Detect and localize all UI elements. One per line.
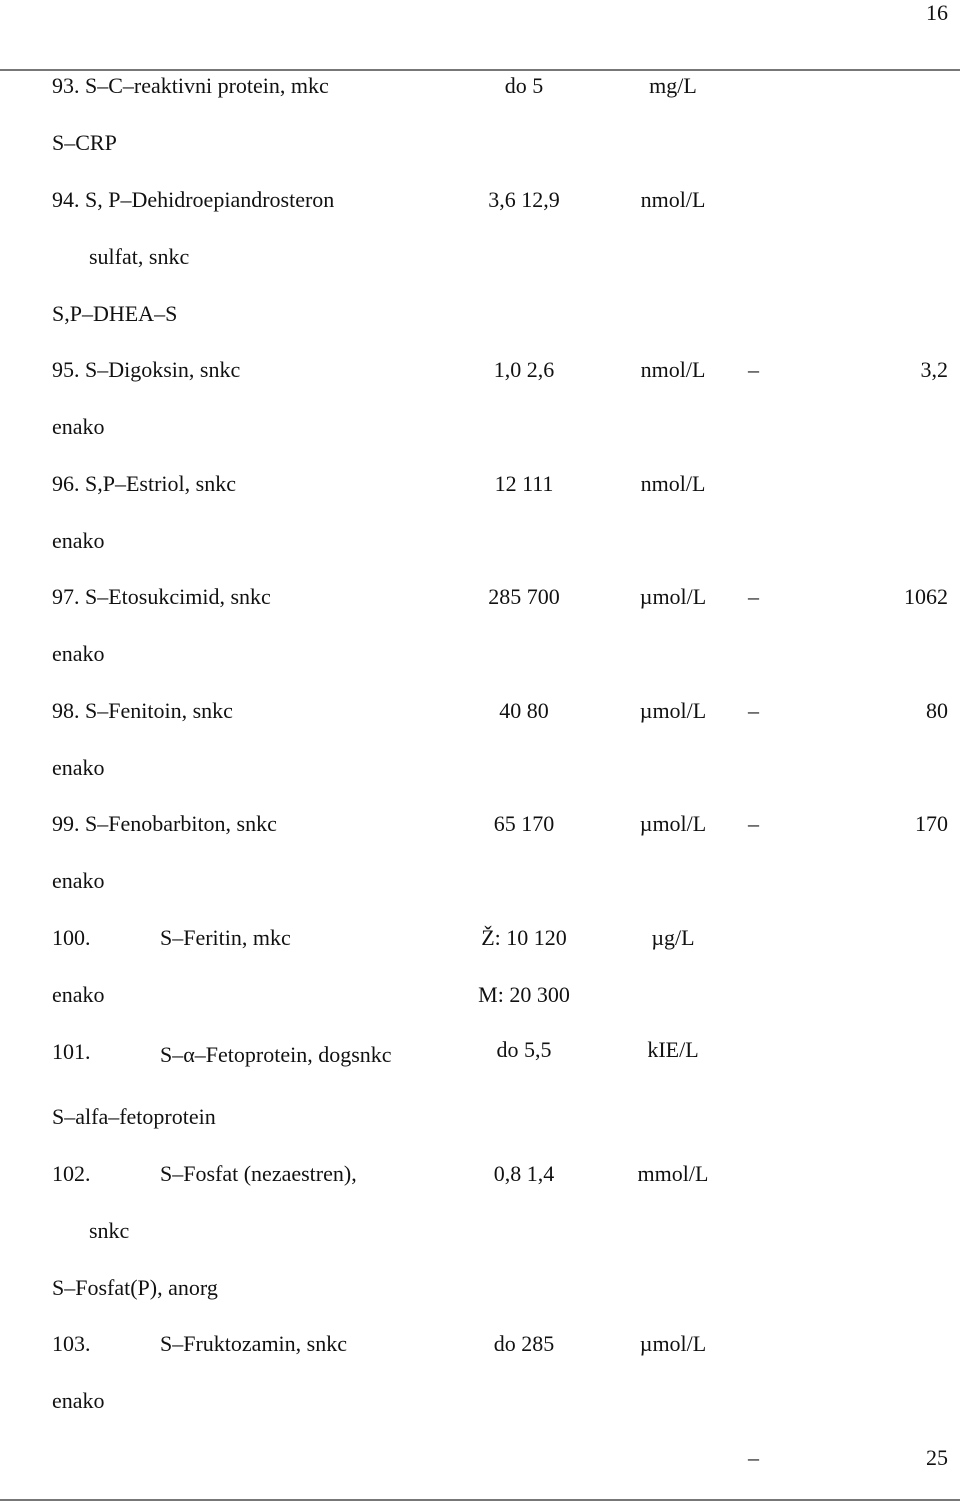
extra-value: 25 xyxy=(926,1445,948,1470)
unit: µmol/L xyxy=(639,584,707,609)
test-abbreviation: enako xyxy=(52,982,105,1007)
unit: µg/L xyxy=(651,925,695,950)
unit: nmol/L xyxy=(640,187,706,212)
test-label: S–Fruktozamin, snkc xyxy=(160,1331,347,1356)
test-label: 94. S, P–Dehidroepiandrosteron xyxy=(52,187,335,212)
test-abbreviation: S,P–DHEA–S xyxy=(52,301,178,326)
unit: nmol/L xyxy=(640,471,706,496)
reference-value: M: 20 300 xyxy=(478,982,570,1007)
reference-value: 12 111 xyxy=(494,471,554,496)
unit: mg/L xyxy=(649,73,697,98)
extra-value: 80 xyxy=(926,698,948,723)
reference-value: 65 170 xyxy=(493,811,555,836)
reference-value: do 285 xyxy=(493,1331,555,1356)
reference-value: 3,6 12,9 xyxy=(488,187,560,212)
test-abbreviation: S–Fosfat(P), anorg xyxy=(52,1275,218,1300)
test-number: 101. xyxy=(52,1039,91,1064)
bottom-rule xyxy=(0,1499,960,1501)
reference-value: 285 700 xyxy=(488,584,560,609)
test-abbreviation: enako xyxy=(52,414,105,439)
dash: – xyxy=(748,584,759,609)
test-abbreviation: enako xyxy=(52,755,105,780)
test-number: 103. xyxy=(52,1331,91,1356)
reference-value: Ž: 10 120 xyxy=(481,925,567,950)
test-label: 98. S–Fenitoin, snkc xyxy=(52,698,233,723)
dash: – xyxy=(748,1445,759,1470)
top-rule xyxy=(0,69,960,71)
test-label: 97. S–Etosukcimid, snkc xyxy=(52,584,271,609)
extra-value: 3,2 xyxy=(920,357,948,382)
reference-value: 1,0 2,6 xyxy=(493,357,555,382)
dash: – xyxy=(748,357,759,382)
test-abbreviation: enako xyxy=(52,641,105,666)
test-number: 100. xyxy=(52,925,91,950)
test-label-continued: snkc xyxy=(89,1218,130,1243)
unit: µmol/L xyxy=(639,811,707,836)
test-label: 99. S–Fenobarbiton, snkc xyxy=(52,811,277,836)
extra-value: 1062 xyxy=(904,584,948,609)
test-label-continued: sulfat, snkc xyxy=(89,244,190,269)
test-abbreviation: enako xyxy=(52,528,105,553)
test-label: S–α–Fetoprotein, dogsnkc xyxy=(160,1042,392,1067)
unit: µmol/L xyxy=(639,1331,707,1356)
reference-value: 0,8 1,4 xyxy=(493,1161,555,1186)
page-number: 16 xyxy=(926,0,948,25)
reference-value: do 5 xyxy=(504,73,544,98)
dash: – xyxy=(748,811,759,836)
test-label: S–Fosfat (nezaestren), xyxy=(160,1161,357,1186)
test-abbreviation: S–alfa–fetoprotein xyxy=(52,1104,216,1129)
test-label: S–Feritin, mkc xyxy=(160,925,291,950)
unit: mmol/L xyxy=(637,1161,709,1186)
test-abbreviation: S–CRP xyxy=(52,130,117,155)
unit: µmol/L xyxy=(639,698,707,723)
reference-value: 40 80 xyxy=(499,698,549,723)
test-number: 102. xyxy=(52,1161,91,1186)
test-label: 93. S–C–reaktivni protein, mkc xyxy=(52,73,329,98)
reference-value: do 5,5 xyxy=(496,1037,552,1062)
extra-value: 170 xyxy=(915,811,948,836)
unit: nmol/L xyxy=(640,357,706,382)
test-abbreviation: enako xyxy=(52,1388,105,1413)
test-abbreviation: enako xyxy=(52,868,105,893)
test-label: 95. S–Digoksin, snkc xyxy=(52,357,241,382)
unit: kIE/L xyxy=(647,1037,699,1062)
test-label: 96. S,P–Estriol, snkc xyxy=(52,471,236,496)
dash: – xyxy=(748,698,759,723)
